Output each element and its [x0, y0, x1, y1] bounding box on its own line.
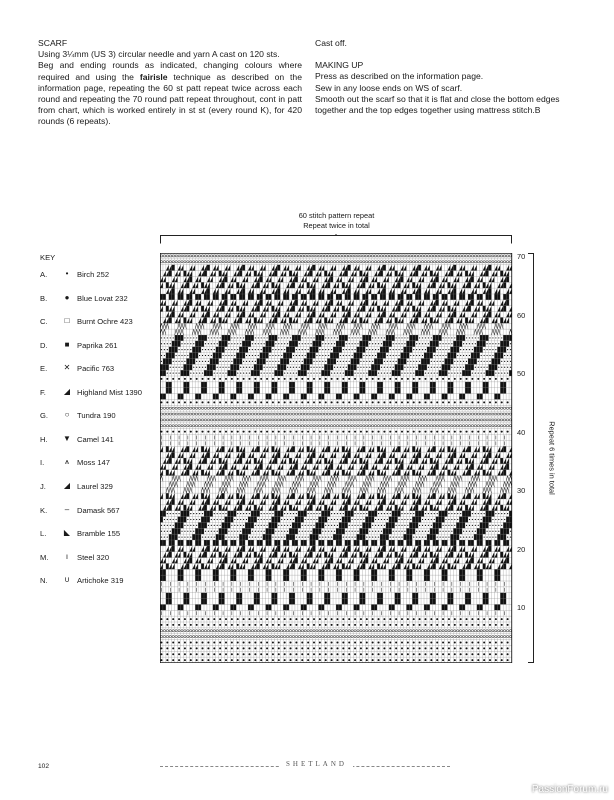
key-colour-name: Blue Lovat 232 — [77, 293, 128, 303]
right-repeat-bracket — [528, 253, 538, 663]
scarf-heading: SCARF — [38, 38, 68, 48]
key-letter: A. — [40, 270, 48, 279]
key-colour-name: Camel 141 — [77, 434, 114, 444]
key-letter: L. — [40, 529, 47, 539]
scarf-paragraph: Beg and ending rounds as indicated, changing colours where required and using the fairisle technique as described on the information page, repeating the 60 st patt repeat twice across each round and repeating the 70 round patt repeat throughout, cont in patt from chart, which is worked entirely in st st (every round K), for 420 rounds (6 repeats). — [38, 60, 302, 127]
repeat-label-line-1: 60 stitch pattern repeat — [298, 211, 375, 220]
key-colour-name: Birch 252 — [77, 270, 110, 279]
row-number: 70 — [517, 252, 526, 261]
key-colour-name: Tundra 190 — [77, 411, 116, 421]
key-symbol-icon: ∪ — [64, 575, 70, 585]
footer-brand: SHETLAND — [280, 760, 353, 768]
key-symbol-icon: ■ — [64, 339, 70, 349]
key-symbol-icon: ○ — [64, 410, 70, 420]
key-colour-name: Damask 567 — [77, 505, 120, 515]
fairisle-chart — [160, 253, 513, 663]
key-symbol-icon: ✕ — [63, 363, 71, 373]
key-colour-name: Paprika 261 — [77, 340, 118, 350]
key-symbol-icon: ⩚ — [64, 457, 70, 467]
key-symbol-icon: ◣ — [63, 528, 71, 538]
row-number: 30 — [517, 486, 526, 496]
row-number: 20 — [517, 544, 526, 554]
fairisle-bold: fairisle — [139, 71, 168, 82]
key-colour-name: Highland Mist 1390 — [77, 387, 143, 397]
making-up-line-3: Smooth out the scarf so that it is flat and close the bottom edges together and the top edges together using mattress stitch.B — [315, 93, 560, 116]
key-letter: F. — [40, 387, 46, 397]
row-number: 50 — [517, 369, 526, 379]
key-symbol-icon: ◢ — [63, 480, 71, 490]
row-number: 60 — [517, 310, 526, 320]
key-letter: M. — [40, 552, 49, 562]
key-colour-name: Artichoke 319 — [77, 576, 124, 586]
row-number: 40 — [517, 427, 526, 437]
making-up-line-1: Press as described on the information page. — [315, 71, 484, 82]
making-up-instructions — [315, 38, 577, 116]
watermark: PassionForum.ru — [531, 784, 608, 795]
key-letter: K. — [40, 505, 48, 515]
key-symbol-icon: □ — [64, 316, 70, 326]
key-colour-name: Moss 147 — [77, 458, 110, 468]
key-colour-name: Laurel 329 — [77, 481, 113, 491]
key-symbol-icon: ● — [64, 292, 70, 302]
key-letter: B. — [40, 293, 48, 303]
chart-repeat-label — [160, 211, 513, 230]
key-symbol-icon: ◢ — [63, 386, 71, 396]
making-up-line-2: Sew in any loose ends on WS of scarf. — [315, 82, 463, 93]
key-letter: D. — [40, 340, 48, 350]
key-colour-name: Bramble 155 — [77, 529, 121, 539]
key-colour-name: Burnt Ochre 423 — [77, 317, 133, 327]
key-letter: N. — [40, 576, 48, 586]
top-repeat-bracket — [160, 234, 512, 244]
chart-grid — [160, 253, 512, 663]
key-letter: E. — [40, 364, 48, 374]
scarf-line-1: Using 3¼mm (US 3) circular needle and yarn A cast on 120 sts. — [38, 49, 280, 60]
page-number: 102 — [38, 763, 50, 770]
row-number: 10 — [517, 603, 526, 613]
key-symbol-icon: – — [64, 504, 70, 514]
scarf-instructions — [38, 38, 302, 128]
cast-off-text: Cast off. — [315, 38, 347, 48]
key-colour-name: Steel 320 — [77, 552, 110, 562]
vertical-repeat-label: Repeat 6 times in total — [547, 421, 557, 495]
key-symbol-icon: • — [65, 269, 69, 278]
key-letter: C. — [40, 317, 48, 327]
making-up-heading: MAKING UP — [315, 60, 364, 71]
key-symbol-icon: ▼ — [63, 433, 71, 443]
key-title: KEY — [40, 253, 56, 262]
key-letter: H. — [40, 434, 48, 444]
key-symbol-icon: ı — [65, 551, 69, 561]
key-letter: G. — [40, 411, 49, 421]
key-letter: I. — [40, 458, 45, 468]
key-letter: J. — [40, 481, 46, 491]
repeat-label-line-2: Repeat twice in total — [303, 220, 370, 230]
key-colour-name: Pacific 763 — [77, 364, 115, 374]
